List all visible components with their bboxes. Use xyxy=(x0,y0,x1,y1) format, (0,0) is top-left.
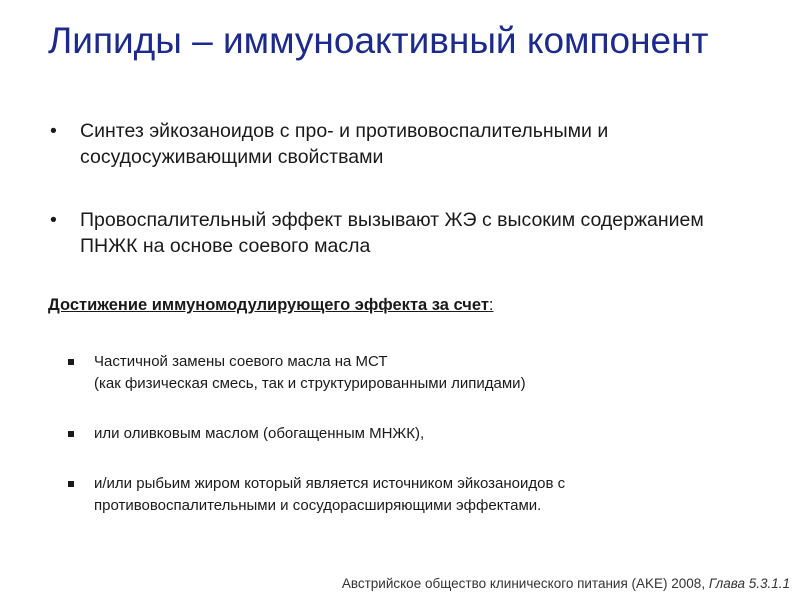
bullet-text: Синтез эйкозаноидов с про- и противовоспалительными и сосудосуживающими свойствами xyxy=(80,120,609,168)
subheading-colon: : xyxy=(488,296,494,314)
sub-item-text xyxy=(94,473,714,517)
bullet-item xyxy=(50,207,720,259)
sub-item-text xyxy=(94,423,714,445)
section-subheading xyxy=(48,296,494,315)
sub-list-item xyxy=(68,351,714,395)
sub-item-line: Частичной замены соевого масла на МСТ xyxy=(94,353,388,370)
bullet-dot: • xyxy=(50,209,57,231)
sub-list-item xyxy=(68,423,714,445)
sub-item-line: противовоспалительными и сосудорасширяющими эффектами. xyxy=(94,497,542,514)
citation-text: Австрийское общество клинического питания (AKE) 2008, xyxy=(341,576,709,591)
citation-footer xyxy=(342,576,790,591)
square-bullet-icon xyxy=(68,481,74,487)
sub-item-line: (как физическая смесь, так и структурированными липидами) xyxy=(94,375,526,392)
slide-title: Липиды – иммуноактивный компонент xyxy=(48,20,709,61)
sub-list-item xyxy=(68,473,714,517)
sub-item-text xyxy=(94,351,714,395)
bullet-dot: • xyxy=(50,120,57,142)
bullet-item xyxy=(50,118,720,170)
sub-item-line: или оливковым маслом (обогащенным МНЖК), xyxy=(94,425,425,442)
square-bullet-icon xyxy=(68,359,74,365)
bullet-text: Провоспалительный эффект вызывают ЖЭ с высоким содержанием ПНЖК на основе соевого масла xyxy=(80,209,704,257)
citation-chapter: Глава 5.3.1.1 xyxy=(708,576,790,591)
sub-item-line: и/или рыбьим жиром который является источником эйкозаноидов с xyxy=(94,475,566,492)
subheading-text: Достижение иммуномодулирующего эффекта за счет xyxy=(48,296,489,314)
square-bullet-icon xyxy=(68,431,74,437)
